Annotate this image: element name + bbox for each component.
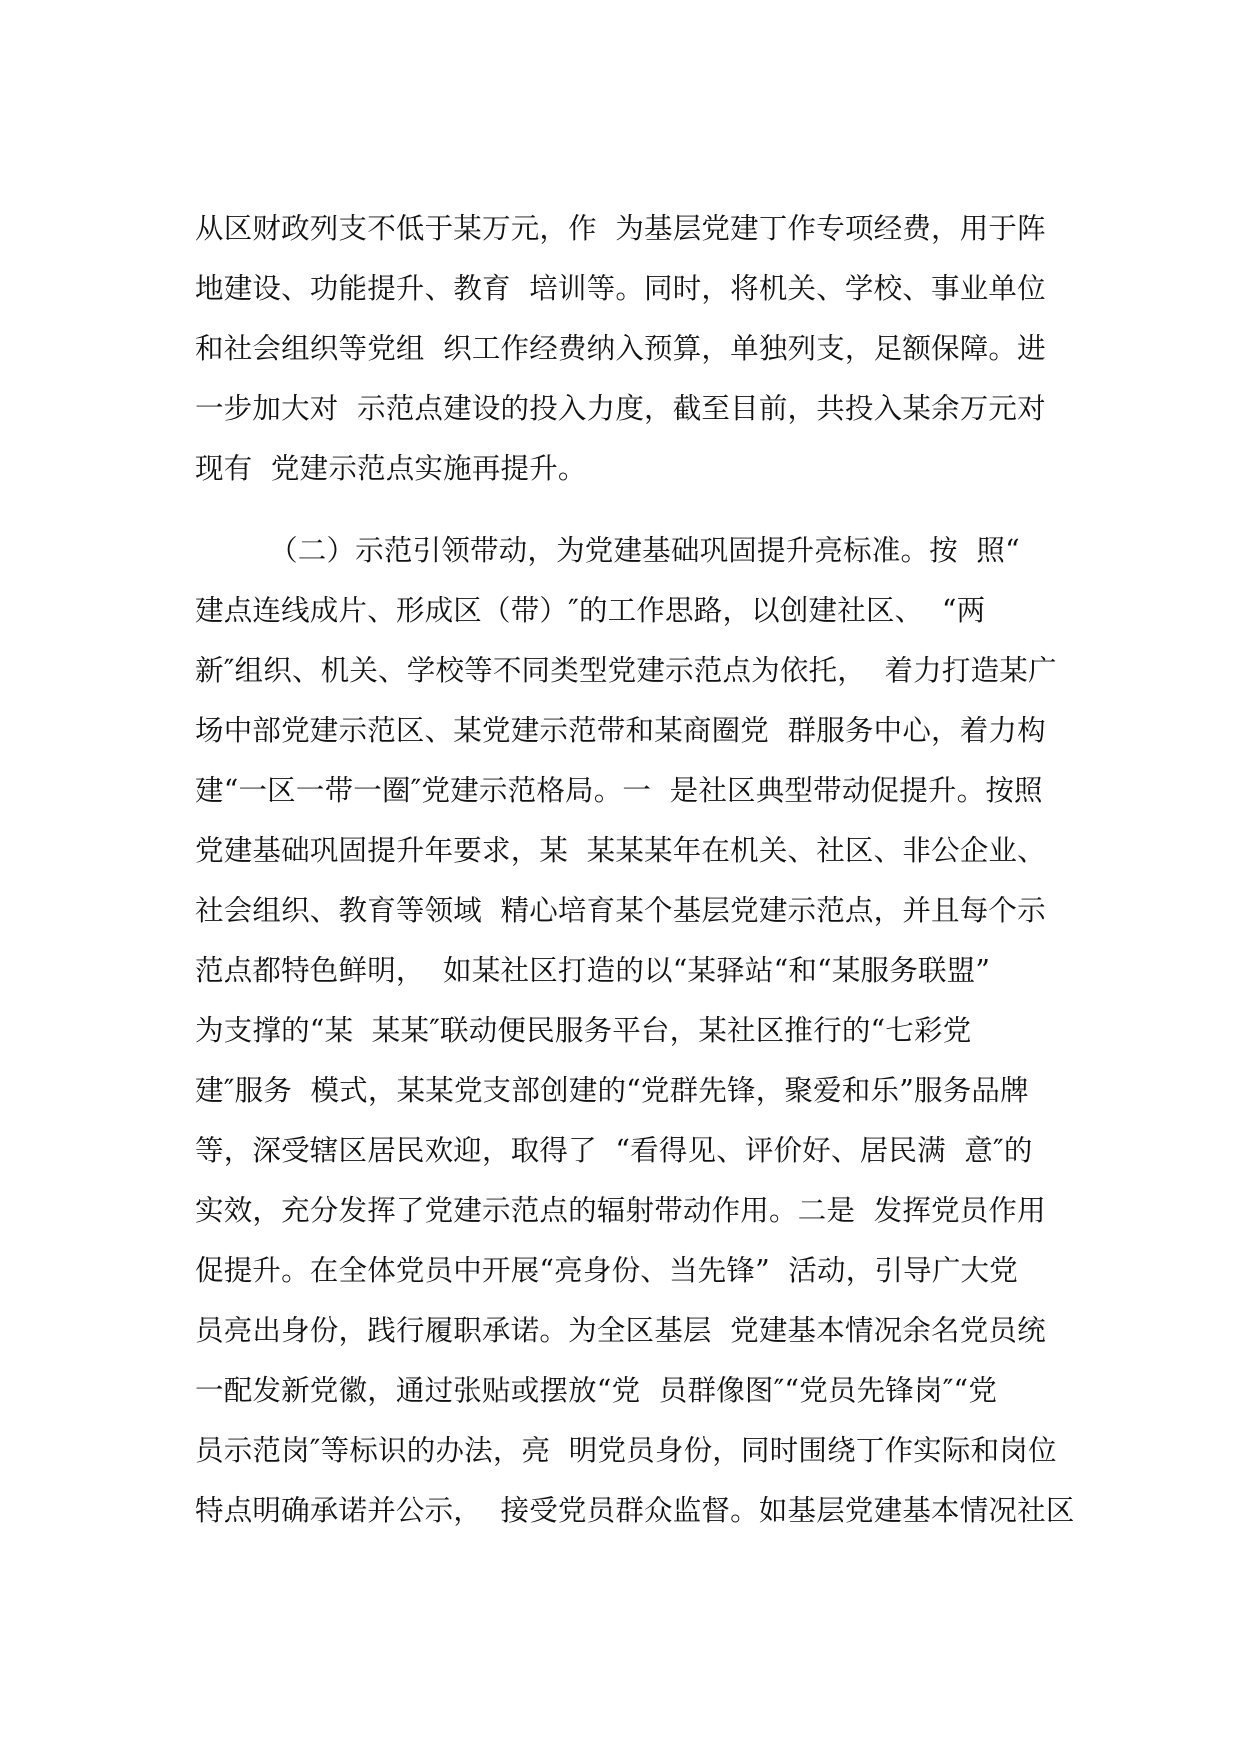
text-line: 社会组织、教育等领域 精心培育某个基层党建示范点，并且每个示 <box>195 894 1046 927</box>
text-line: 场中部党建示范区、某党建示范带和某商圈党 群服务中心，着力构 <box>195 714 1046 747</box>
text-line: 等，深受辖区居民欢迎，取得了 “看得见、评价好、居民满 意″的 <box>195 1134 1033 1167</box>
text-line: 员亮出身份，践行履职承诺。为全区基层 党建基本情况余名党员统 <box>195 1314 1046 1347</box>
text-line: 现有 党建示范点实施再提升。 <box>195 452 587 485</box>
text-line: 员示范岗″等标识的办法，亮 明党员身份，同时围绕丁作实际和岗位 <box>195 1434 1057 1467</box>
text-line: 从区财政列支不低于某万元，作 为基层党建丁作专项经费，用于阵 <box>195 212 1046 245</box>
text-line: 建点连线成片、形成区（带）″的工作思路，以创建社区、 “两 <box>195 594 986 627</box>
text-line: 为支撑的“某 某某″联动便民服务平台，某社区推行的“七彩党 <box>195 1014 972 1047</box>
text-line: （二）示范引领带动，为党建基础巩固提升亮标准。按 照“ <box>195 534 1020 567</box>
text-line: 促提升。在全体党员中开展“亮身份、当先锋” 活动，引导广大党 <box>195 1254 1018 1287</box>
text-line: 实效，充分发挥了党建示范点的辐射带动作用。二是 发挥党员作用 <box>195 1194 1046 1227</box>
text-line: 一配发新党徽，通过张贴或摆放“党 员群像图″“党员先锋岗″“党 <box>195 1374 998 1407</box>
text-line: 范点都特色鲜明， 如某社区打造的以“某驿站“和“某服务联盟” <box>195 954 991 987</box>
text-line: 建“一区一带一圈″党建示范格局。一 是社区典型带动促提升。按照 <box>195 774 1043 807</box>
body-text <box>195 212 1075 1557</box>
text-line: 党建基础巩固提升年要求，某 某某某年在机关、社区、非公企业、 <box>195 834 1046 867</box>
text-line: 新″组织、机关、学校等不同类型党建示范点为依托， 着力打造某广 <box>195 654 1057 687</box>
text-line: 地建设、功能提升、教育 培训等。同时，将机关、学校、事业单位 <box>195 272 1046 305</box>
text-line: 一步加大对 示范点建设的投入力度，截至目前，共投入某余万元对 <box>195 392 1046 425</box>
text-line: 和社会组织等党组 织工作经费纳入预算，单独列支，足额保障。进 <box>195 332 1046 365</box>
paragraph-1 <box>195 212 1075 515</box>
text-line: 特点明确承诺并公示， 接受党员群众监督。如基层党建基本情况社区 <box>195 1494 1075 1527</box>
text-line: 建″服务 模式，某某党支部创建的“党群先锋，聚爱和乐”服务品牌 <box>195 1074 1029 1107</box>
paragraph-2 <box>195 534 1075 1557</box>
